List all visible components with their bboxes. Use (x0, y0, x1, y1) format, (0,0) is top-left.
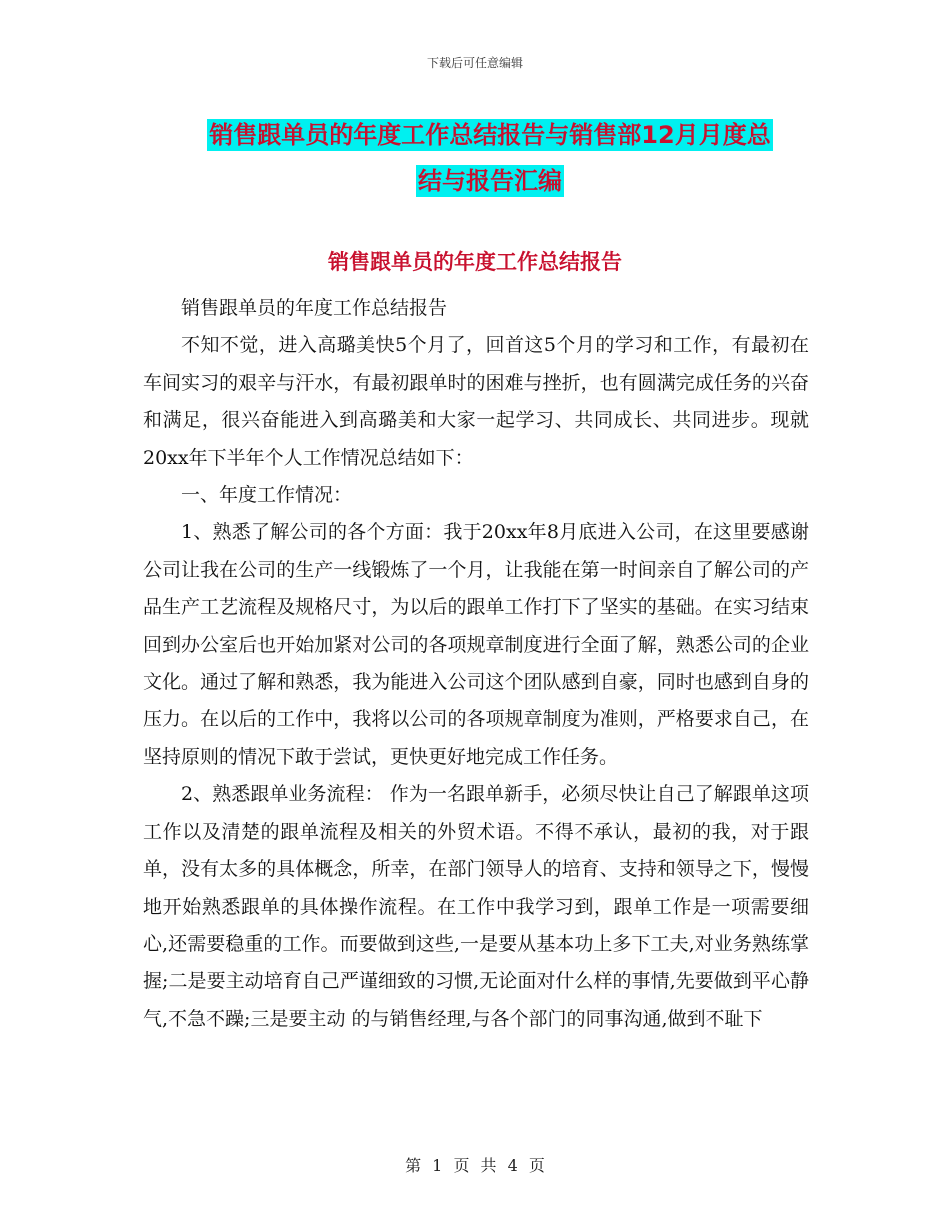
section-title: 销售跟单员的年度工作总结报告 (328, 250, 622, 274)
document-title (140, 112, 840, 204)
paragraph-item-1: 1、熟悉了解公司的各个方面：我于20xx年8月底进入公司，在这里要感谢公司让我在公司的生产一线锻炼了一个月，让我能在第一时间亲自了解公司的产品生产工艺流程及规格尺寸，为以后的跟单工作打下了坚实的基础。在实习结束回到办公室后也开始加紧对公司的各项规章制度进行全面了解，熟悉公司的企业文化。通过了解和熟悉，我为能进入公司这个团队感到自豪，同时也感到自身的压力。在以后的工作中，我将以公司的各项规章制度为准则，严格要求自己，在坚持原则的情况下敢于尝试，更快更好地完成工作任务。 (143, 521, 809, 768)
page-footer: 第 1 页 共 4 页 (405, 1156, 545, 1175)
paragraph-heading-1: 一、年度工作情况： (181, 484, 353, 507)
title-line-2: 结与报告汇编 (418, 167, 562, 195)
title-line-1: 销售跟单员的年度工作总结报告与销售部12月月度总 (209, 121, 771, 149)
paragraph-intro: 不知不觉，进入高璐美快5个月了，回首这5个月的学习和工作，有最初在车间实习的艰辛与汗水，有最初跟单时的困难与挫折，也有圆满完成任务的兴奋和满足，很兴奋能进入到高璐美和大家一起学习、共同成长、共同进步。现就20xx年下半年个人工作情况总结如下： (143, 334, 809, 469)
paragraph-item-2: 2、熟悉跟单业务流程： 作为一名跟单新手，必须尽快让自己了解跟单这项工作以及清楚的跟单流程及相关的外贸术语。不得不承认，最初的我，对于跟单，没有太多的具体概念，所幸，在部门领导人的培育、支持和领导之下，慢慢地开始熟悉跟单的具体操作流程。在工作中我学习到，跟单工作是一项需要细心,还需要稳重的工作。而要做到这些,一是要从基本功上多下工夫,对业务熟练掌握;二是要主动培育自己严谨细致的习惯,无论面对什么样的事情,先要做到平心静气,不急不躁;三是要主动 的与销售经理,与各个部门的同事沟通,做到不耻下 (143, 783, 809, 1030)
body-text (143, 290, 809, 1038)
header-note: 下载后可任意编辑 (426, 56, 523, 70)
paragraph-subtitle: 销售跟单员的年度工作总结报告 (181, 297, 448, 319)
